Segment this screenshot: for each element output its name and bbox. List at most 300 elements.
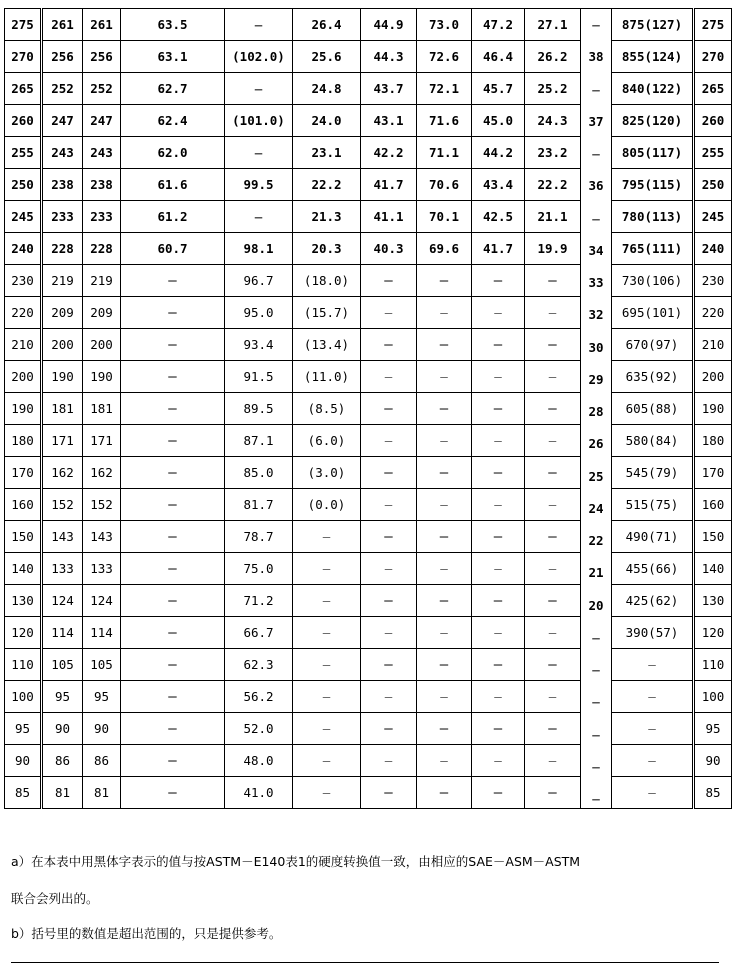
cell-b: — xyxy=(293,713,361,745)
cell-hv: 95 xyxy=(5,713,42,745)
cell-ts: 855(124) xyxy=(612,41,694,73)
cell-c: — xyxy=(361,457,417,489)
cell-e: 46.4 xyxy=(472,41,525,73)
cell-a: 48.0 xyxy=(225,745,293,777)
cell-c: — xyxy=(361,745,417,777)
cell-d: — xyxy=(417,457,472,489)
cell-hb1: 162 xyxy=(42,457,83,489)
cell-b: (6.0) xyxy=(293,425,361,457)
g-value: 33 xyxy=(588,275,604,291)
cell-e: — xyxy=(472,297,525,329)
cell-hv2: 200 xyxy=(694,361,732,393)
cell-a: 75.0 xyxy=(225,553,293,585)
cell-hv: 220 xyxy=(5,297,42,329)
cell-a: 93.4 xyxy=(225,329,293,361)
cell-ts: 695(101) xyxy=(612,297,694,329)
cell-ts: 390(57) xyxy=(612,617,694,649)
cell-ts: 545(79) xyxy=(612,457,694,489)
cell-hk: — xyxy=(121,457,225,489)
cell-hb2: 171 xyxy=(83,425,121,457)
cell-hv2: 95 xyxy=(694,713,732,745)
cell-a: 62.3 xyxy=(225,649,293,681)
cell-hb2: 86 xyxy=(83,745,121,777)
cell-c: — xyxy=(361,553,417,585)
table-row xyxy=(5,713,732,745)
cell-hv: 270 xyxy=(5,41,42,73)
cell-f: — xyxy=(525,745,581,777)
cell-hv2: 100 xyxy=(694,681,732,713)
cell-hv2: 230 xyxy=(694,265,732,297)
cell-d: — xyxy=(417,745,472,777)
cell-c: — xyxy=(361,713,417,745)
cell-hv2: 130 xyxy=(694,585,732,617)
cell-b: 21.3 xyxy=(293,201,361,233)
cell-c: — xyxy=(361,585,417,617)
cell-ts: 605(88) xyxy=(612,393,694,425)
cell-e: — xyxy=(472,681,525,713)
cell-a: — xyxy=(225,73,293,105)
table-row xyxy=(5,393,732,425)
cell-d: — xyxy=(417,585,472,617)
cell-e: 45.0 xyxy=(472,105,525,137)
cell-hv2: 150 xyxy=(694,521,732,553)
cell-hb1: 233 xyxy=(42,201,83,233)
g-value: 26 xyxy=(588,436,604,452)
cell-hk: — xyxy=(121,681,225,713)
cell-c: 43.7 xyxy=(361,73,417,105)
cell-f: 23.2 xyxy=(525,137,581,169)
cell-a: 96.7 xyxy=(225,265,293,297)
cell-hv: 250 xyxy=(5,169,42,201)
cell-f: — xyxy=(525,713,581,745)
cell-hv: 90 xyxy=(5,745,42,777)
cell-hb2: 219 xyxy=(83,265,121,297)
cell-f: — xyxy=(525,553,581,585)
cell-f: — xyxy=(525,649,581,681)
cell-hb1: 228 xyxy=(42,233,83,265)
cell-e: — xyxy=(472,329,525,361)
cell-f: — xyxy=(525,489,581,521)
cell-hv: 110 xyxy=(5,649,42,681)
cell-hv2: 110 xyxy=(694,649,732,681)
cell-b: — xyxy=(293,617,361,649)
cell-b: — xyxy=(293,553,361,585)
cell-e: — xyxy=(472,553,525,585)
cell-ts: 515(75) xyxy=(612,489,694,521)
cell-ts: 730(106) xyxy=(612,265,694,297)
cell-c: — xyxy=(361,681,417,713)
cell-c: — xyxy=(361,617,417,649)
cell-hb2: 200 xyxy=(83,329,121,361)
cell-b: (8.5) xyxy=(293,393,361,425)
cell-d: — xyxy=(417,777,472,809)
cell-c: 41.7 xyxy=(361,169,417,201)
cell-hb2: 95 xyxy=(83,681,121,713)
g-value: 30 xyxy=(588,339,604,355)
cell-e: — xyxy=(472,745,525,777)
cell-ts: — xyxy=(612,681,694,713)
cell-hb2: 114 xyxy=(83,617,121,649)
hardness-conversion-table xyxy=(4,8,732,809)
cell-ts: 805(117) xyxy=(612,137,694,169)
table-body xyxy=(5,9,732,809)
cell-hk: — xyxy=(121,745,225,777)
cell-e: — xyxy=(472,265,525,297)
cell-hv: 275 xyxy=(5,9,42,41)
table-row xyxy=(5,329,732,361)
cell-hv2: 90 xyxy=(694,745,732,777)
g-value: — xyxy=(592,629,600,645)
hardness-table-container xyxy=(4,8,732,809)
cell-hk: 63.5 xyxy=(121,9,225,41)
cell-f: 26.2 xyxy=(525,41,581,73)
cell-a: 98.1 xyxy=(225,233,293,265)
cell-hv: 240 xyxy=(5,233,42,265)
cell-f: 24.3 xyxy=(525,105,581,137)
cell-d: — xyxy=(417,297,472,329)
cell-hv: 85 xyxy=(5,777,42,809)
cell-b: 20.3 xyxy=(293,233,361,265)
cell-hb2: 238 xyxy=(83,169,121,201)
g-value: 24 xyxy=(588,500,604,516)
note-b: b）括号里的数值是超出范围的，只是提供参考。 xyxy=(11,926,282,941)
cell-hk: — xyxy=(121,265,225,297)
cell-e: — xyxy=(472,457,525,489)
cell-a: — xyxy=(225,9,293,41)
g-value: — xyxy=(592,662,600,678)
cell-hk: 61.2 xyxy=(121,201,225,233)
g-value: — xyxy=(592,791,600,807)
cell-hb1: 252 xyxy=(42,73,83,105)
cell-d: — xyxy=(417,553,472,585)
note-a-line1: a）在本表中用黑体字表示的值与按ASTM－E140表1的硬度转换值一致，由相应的SAE－ASM－ASTM xyxy=(11,854,581,869)
cell-c: 40.3 xyxy=(361,233,417,265)
cell-hv2: 85 xyxy=(694,777,732,809)
cell-a: 99.5 xyxy=(225,169,293,201)
cell-hk: — xyxy=(121,585,225,617)
cell-ts: — xyxy=(612,745,694,777)
table-row xyxy=(5,649,732,681)
cell-hv: 190 xyxy=(5,393,42,425)
cell-hv: 210 xyxy=(5,329,42,361)
g-value: 25 xyxy=(588,468,604,484)
cell-hb1: 143 xyxy=(42,521,83,553)
cell-c: — xyxy=(361,329,417,361)
cell-hv2: 255 xyxy=(694,137,732,169)
cell-a: 91.5 xyxy=(225,361,293,393)
cell-c: — xyxy=(361,265,417,297)
cell-hb2: 261 xyxy=(83,9,121,41)
cell-f: 27.1 xyxy=(525,9,581,41)
cell-hk: 62.4 xyxy=(121,105,225,137)
cell-d: 72.6 xyxy=(417,41,472,73)
g-value: — xyxy=(592,81,600,97)
cell-b: — xyxy=(293,521,361,553)
table-row xyxy=(5,361,732,393)
table-row xyxy=(5,297,732,329)
cell-f: — xyxy=(525,393,581,425)
cell-d: — xyxy=(417,617,472,649)
table-row xyxy=(5,137,732,169)
g-value: 38 xyxy=(588,49,604,65)
cell-b: — xyxy=(293,745,361,777)
cell-e: — xyxy=(472,425,525,457)
cell-hv2: 265 xyxy=(694,73,732,105)
cell-hv2: 250 xyxy=(694,169,732,201)
cell-f: — xyxy=(525,265,581,297)
cell-a: 41.0 xyxy=(225,777,293,809)
cell-hk: 62.0 xyxy=(121,137,225,169)
cell-e: — xyxy=(472,585,525,617)
table-row xyxy=(5,489,732,521)
cell-hb1: 190 xyxy=(42,361,83,393)
cell-hv: 130 xyxy=(5,585,42,617)
cell-hk: — xyxy=(121,649,225,681)
cell-hb2: 247 xyxy=(83,105,121,137)
cell-ts: 875(127) xyxy=(612,9,694,41)
cell-hv2: 220 xyxy=(694,297,732,329)
g-value: 32 xyxy=(588,307,604,323)
cell-ts: — xyxy=(612,713,694,745)
cell-c: 43.1 xyxy=(361,105,417,137)
cell-e: 45.7 xyxy=(472,73,525,105)
cell-a: 52.0 xyxy=(225,713,293,745)
cell-f: — xyxy=(525,457,581,489)
cell-d: 71.1 xyxy=(417,137,472,169)
table-row xyxy=(5,201,732,233)
cell-b: — xyxy=(293,649,361,681)
g-value: — xyxy=(592,726,600,742)
cell-f: 22.2 xyxy=(525,169,581,201)
cell-d: — xyxy=(417,649,472,681)
cell-e: — xyxy=(472,713,525,745)
cell-a: 78.7 xyxy=(225,521,293,553)
note-a-line2: 联合会列出的。 xyxy=(11,891,99,906)
table-row xyxy=(5,553,732,585)
g-value: — xyxy=(592,210,600,226)
cell-c: — xyxy=(361,777,417,809)
cell-f: — xyxy=(525,681,581,713)
cell-d: 70.1 xyxy=(417,201,472,233)
g-value: — xyxy=(592,694,600,710)
cell-e: 44.2 xyxy=(472,137,525,169)
cell-hv: 255 xyxy=(5,137,42,169)
cell-hk: — xyxy=(121,777,225,809)
cell-d: — xyxy=(417,425,472,457)
cell-hv2: 190 xyxy=(694,393,732,425)
cell-b: 25.6 xyxy=(293,41,361,73)
cell-ts: 635(92) xyxy=(612,361,694,393)
cell-a: 85.0 xyxy=(225,457,293,489)
cell-e: — xyxy=(472,393,525,425)
cell-e: — xyxy=(472,521,525,553)
cell-hb1: 219 xyxy=(42,265,83,297)
cell-f: — xyxy=(525,521,581,553)
cell-hv: 245 xyxy=(5,201,42,233)
cell-c: — xyxy=(361,361,417,393)
g-value: — xyxy=(592,758,600,774)
cell-hk: — xyxy=(121,713,225,745)
cell-b: — xyxy=(293,585,361,617)
cell-e: — xyxy=(472,777,525,809)
cell-d: — xyxy=(417,713,472,745)
cell-a: 56.2 xyxy=(225,681,293,713)
table-row xyxy=(5,585,732,617)
cell-hv: 180 xyxy=(5,425,42,457)
bottom-divider xyxy=(11,962,719,963)
cell-f: — xyxy=(525,425,581,457)
cell-hk: 60.7 xyxy=(121,233,225,265)
cell-ts: 840(122) xyxy=(612,73,694,105)
cell-d: — xyxy=(417,329,472,361)
cell-c: 44.9 xyxy=(361,9,417,41)
table-row xyxy=(5,777,732,809)
cell-c: — xyxy=(361,489,417,521)
cell-ts: — xyxy=(612,777,694,809)
cell-ts: 795(115) xyxy=(612,169,694,201)
cell-hv2: 275 xyxy=(694,9,732,41)
cell-hb1: 238 xyxy=(42,169,83,201)
cell-e: — xyxy=(472,489,525,521)
cell-hb1: 152 xyxy=(42,489,83,521)
cell-hk: — xyxy=(121,617,225,649)
cell-hv2: 240 xyxy=(694,233,732,265)
cell-d: 71.6 xyxy=(417,105,472,137)
cell-hb2: 181 xyxy=(83,393,121,425)
g-value: 34 xyxy=(588,242,604,258)
table-row xyxy=(5,681,732,713)
cell-hv: 100 xyxy=(5,681,42,713)
cell-a: (102.0) xyxy=(225,41,293,73)
cell-hv: 230 xyxy=(5,265,42,297)
cell-a: — xyxy=(225,137,293,169)
g-value: — xyxy=(592,17,600,32)
g-value: — xyxy=(592,146,600,162)
cell-hk: — xyxy=(121,361,225,393)
cell-hb1: 261 xyxy=(42,9,83,41)
cell-f: 19.9 xyxy=(525,233,581,265)
table-row xyxy=(5,521,732,553)
cell-d: 69.6 xyxy=(417,233,472,265)
cell-hb1: 124 xyxy=(42,585,83,617)
cell-hv2: 120 xyxy=(694,617,732,649)
cell-c: — xyxy=(361,393,417,425)
cell-d: 72.1 xyxy=(417,73,472,105)
cell-e: 42.5 xyxy=(472,201,525,233)
cell-hb1: 243 xyxy=(42,137,83,169)
cell-e: — xyxy=(472,649,525,681)
cell-b: 23.1 xyxy=(293,137,361,169)
cell-ts: 670(97) xyxy=(612,329,694,361)
cell-hb1: 86 xyxy=(42,745,83,777)
cell-hk: — xyxy=(121,297,225,329)
cell-hv2: 270 xyxy=(694,41,732,73)
cell-hb2: 243 xyxy=(83,137,121,169)
cell-hb2: 190 xyxy=(83,361,121,393)
cell-a: 66.7 xyxy=(225,617,293,649)
cell-c: — xyxy=(361,649,417,681)
cell-hv: 140 xyxy=(5,553,42,585)
cell-hk: — xyxy=(121,425,225,457)
cell-b: — xyxy=(293,681,361,713)
cell-hk: 62.7 xyxy=(121,73,225,105)
cell-e: 47.2 xyxy=(472,9,525,41)
cell-hb1: 90 xyxy=(42,713,83,745)
g-value: 37 xyxy=(588,113,604,129)
cell-hv2: 170 xyxy=(694,457,732,489)
cell-c: — xyxy=(361,297,417,329)
cell-d: — xyxy=(417,489,472,521)
cell-hv: 170 xyxy=(5,457,42,489)
cell-ts: 490(71) xyxy=(612,521,694,553)
cell-a: — xyxy=(225,201,293,233)
table-row xyxy=(5,105,732,137)
cell-ts: 425(62) xyxy=(612,585,694,617)
cell-c: 42.2 xyxy=(361,137,417,169)
cell-f: — xyxy=(525,585,581,617)
g-value: 28 xyxy=(588,404,604,420)
cell-hb2: 133 xyxy=(83,553,121,585)
table-row xyxy=(5,457,732,489)
table-row xyxy=(5,425,732,457)
cell-b: 22.2 xyxy=(293,169,361,201)
cell-c: 44.3 xyxy=(361,41,417,73)
cell-hb1: 247 xyxy=(42,105,83,137)
cell-hk: 63.1 xyxy=(121,41,225,73)
table-row xyxy=(5,617,732,649)
cell-hk: — xyxy=(121,553,225,585)
cell-hv2: 245 xyxy=(694,201,732,233)
cell-f: — xyxy=(525,617,581,649)
cell-hb2: 252 xyxy=(83,73,121,105)
cell-ts: 580(84) xyxy=(612,425,694,457)
cell-hb1: 200 xyxy=(42,329,83,361)
cell-hb1: 81 xyxy=(42,777,83,809)
cell-e: — xyxy=(472,617,525,649)
cell-a: 89.5 xyxy=(225,393,293,425)
g-value: 22 xyxy=(588,533,604,549)
cell-hb2: 124 xyxy=(83,585,121,617)
cell-ts: 825(120) xyxy=(612,105,694,137)
cell-hb2: 143 xyxy=(83,521,121,553)
cell-c: — xyxy=(361,425,417,457)
cell-hk: — xyxy=(121,393,225,425)
cell-d: — xyxy=(417,681,472,713)
cell-b: (15.7) xyxy=(293,297,361,329)
cell-f: — xyxy=(525,297,581,329)
g-value: 36 xyxy=(588,178,604,194)
cell-hk: — xyxy=(121,521,225,553)
cell-hv2: 140 xyxy=(694,553,732,585)
cell-hb2: 81 xyxy=(83,777,121,809)
cell-f: — xyxy=(525,361,581,393)
table-row xyxy=(5,745,732,777)
cell-hb2: 162 xyxy=(83,457,121,489)
cell-b: (18.0) xyxy=(293,265,361,297)
cell-hv: 150 xyxy=(5,521,42,553)
cell-b: (0.0) xyxy=(293,489,361,521)
cell-c: 41.1 xyxy=(361,201,417,233)
cell-d: 73.0 xyxy=(417,9,472,41)
cell-hb1: 133 xyxy=(42,553,83,585)
cell-hv: 260 xyxy=(5,105,42,137)
cell-hk: 61.6 xyxy=(121,169,225,201)
g-value: 29 xyxy=(588,371,604,387)
table-row xyxy=(5,9,732,41)
cell-hb1: 114 xyxy=(42,617,83,649)
cell-hb1: 181 xyxy=(42,393,83,425)
cell-hv2: 180 xyxy=(694,425,732,457)
